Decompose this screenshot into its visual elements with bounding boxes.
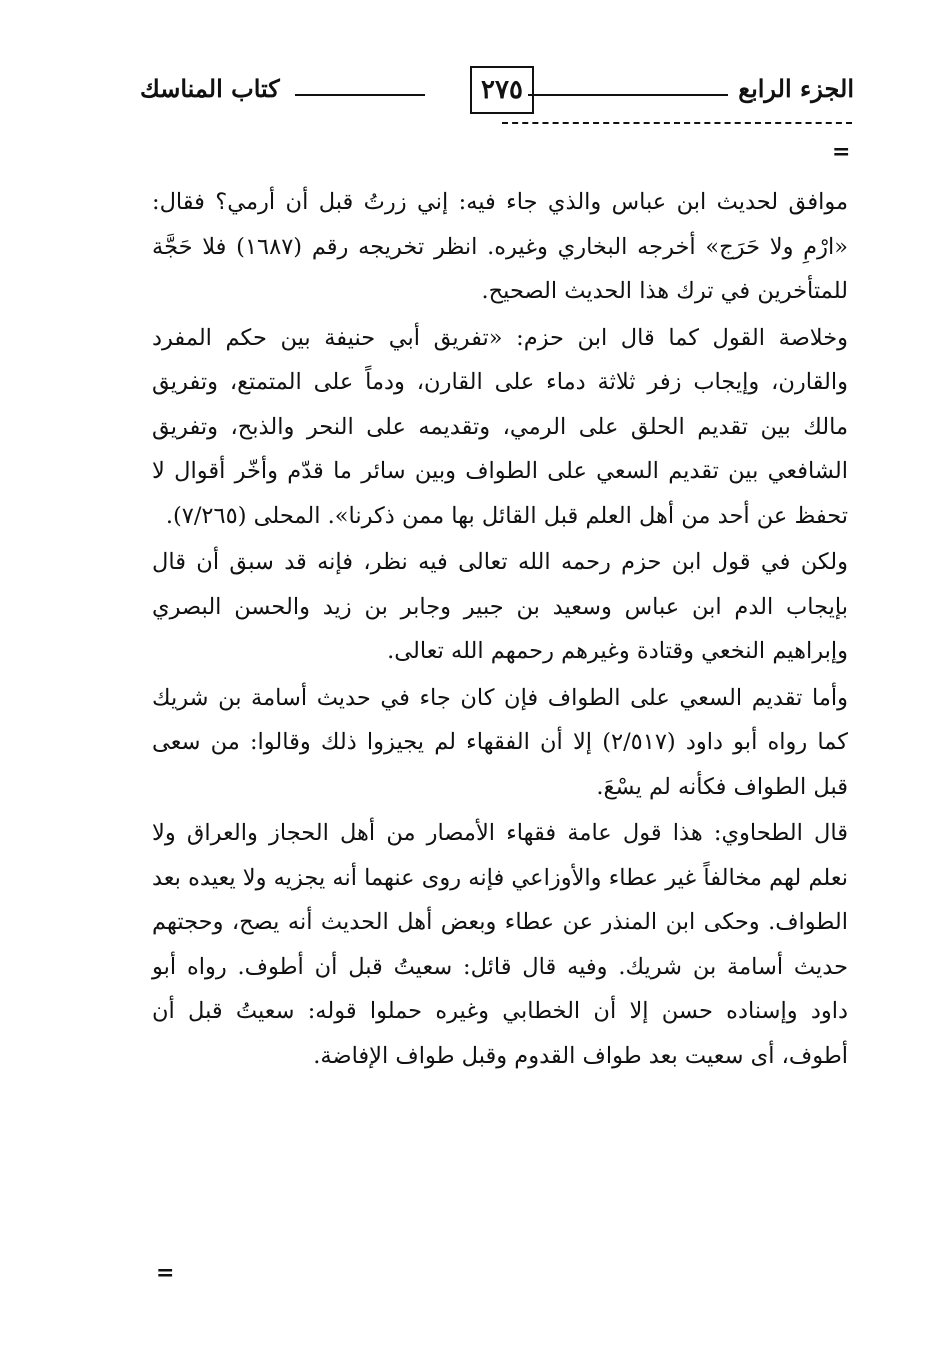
running-header <box>140 66 854 116</box>
paragraph: ولكن في قول ابن حزم رحمه الله تعالى فيه نظر، فإنه قد سبق أن قال بإيجاب الدم ابن عباس وسعيد بن جبير وجابر بن زيد والحسن البصري وإبراهيم النخعي وقتادة وغيرهم رحمهم الله تعالى. <box>152 549 848 664</box>
paragraph: وخلاصة القول كما قال ابن حزم: «تفريق أبي حنيفة بين حكم المفرد والقارن، وإيجاب زفر ثلاثة دماء على القارن، ودماً على المتمتع، وتفريق مالك بين تقديم الحلق على الرمي، وتقديمه على النحر والذبح، وتفريق الشافعي بين تقديم السعي على الطواف وبين سائر ما قدّم وأخّر أقوال لا تحفظ عن أحد من أهل العلم قبل القائل بها ممن ذكرنا». المحلى (٧/٢٦٥). <box>152 324 848 529</box>
header-rule-left <box>295 94 425 96</box>
page-number-box: ٢٧٥ <box>470 66 534 114</box>
header-rule-right <box>528 94 728 96</box>
header-book-title: كتاب المناسك <box>140 74 280 103</box>
paragraph: قال الطحاوي: هذا قول عامة فقهاء الأمصار من أهل الحجاز والعراق ولا نعلم لهم مخالفاً غير عطاء والأوزاعي فإنه روى عنهما أنه يجزيه ولا يعيده بعد الطواف. وحكى ابن المنذر عن عطاء وبعض أهل الحديث أنه يصح، وحجتهم حديث أسامة بن شريك. وفيه قال قائل: سعيتُ قبل أن أطوف. رواه أبو داود وإسناده حسن إلا أن الخطابي وغيره حملوا قوله: سعيتُ قبل أن أطوف، أى سعيت بعد طواف القدوم وقبل طواف الإفاضة. <box>152 820 848 1069</box>
top-double-line-mark: = <box>832 139 851 165</box>
header-dashed-divider <box>502 122 852 124</box>
paragraph: وأما تقديم السعي على الطواف فإن كان جاء في حديث أسامة بن شريك كما رواه أبو داود (٢/٥١٧) إلا أن الفقهاء لم يجيزوا ذلك وقالوا: من سعى قبل الطواف فكأنه لم يسْعَ. <box>152 684 848 800</box>
header-part-title: الجزء الرابع <box>738 74 854 103</box>
bottom-double-line-mark: = <box>156 1260 175 1286</box>
page-body-text <box>152 180 848 1078</box>
paragraph: موافق لحديث ابن عباس والذي جاء فيه: إني زرتُ قبل أن أرمي؟ فقال: «ارْمِ ولا حَرَج» أخرجه البخاري وغيره. انظر تخريجه رقم (١٦٨٧) فلا حَجَّة للمتأخرين في ترك هذا الحديث الصحيح. <box>152 189 848 304</box>
